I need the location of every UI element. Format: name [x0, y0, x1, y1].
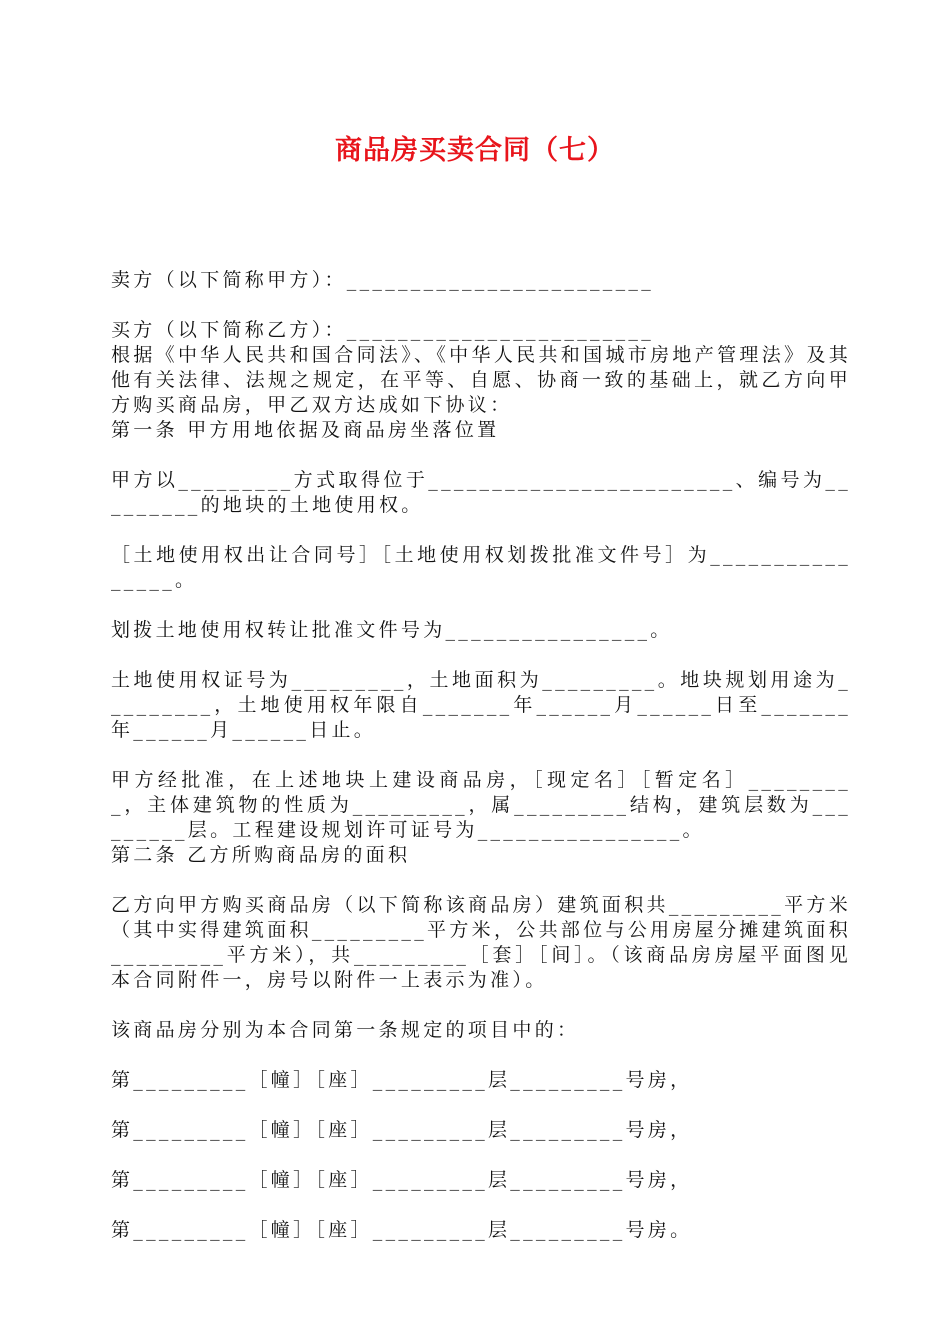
- blank-line: [111, 293, 851, 318]
- unit-line: 第_________［幢］［座］_________层_________号房，: [111, 1069, 693, 1091]
- article-1-heading: 第一条 甲方用地依据及商品房坐落位置: [111, 419, 500, 441]
- contract-body: [111, 268, 851, 1243]
- unit-line: 第_________［幢］［座］_________层_________号房，: [111, 1169, 693, 1191]
- blank-line: [111, 443, 851, 468]
- blank-line: [111, 868, 851, 893]
- blank-line: [111, 1043, 851, 1068]
- land-acquisition-paragraph: 甲方以_________方式取得位于________________________、编号为_________的地块的土地使用权。: [111, 469, 851, 516]
- blank-line: [111, 993, 851, 1018]
- blank-line: [111, 518, 851, 543]
- project-units-intro: 该商品房分别为本合同第一条规定的项目中的：: [111, 1019, 580, 1041]
- unit-line: 第_________［幢］［座］_________层_________号房。: [111, 1219, 693, 1241]
- land-certificate-paragraph: 土地使用权证号为_________，土地面积为_________。地块规划用途为_________，土地使用权年限自_______年______月______日至_______年______月______日止。: [111, 669, 851, 741]
- land-contract-number-paragraph: ［土地使用权出让合同号］［土地使用权划拨批准文件号］为________________。: [111, 544, 851, 591]
- building-approval-paragraph: 甲方经批准，在上述地块上建设商品房，［现定名］［暂定名］_________，主体建筑物的性质为_________，属_________结构，建筑层数为_________层。工程建设规划许可证号为________________。: [111, 769, 851, 841]
- blank-line: [111, 1193, 851, 1218]
- article-2-heading: 第二条 乙方所购商品房的面积: [111, 844, 411, 866]
- seller-line: 卖方（以下简称甲方）：________________________: [111, 269, 655, 291]
- area-paragraph: 乙方向甲方购买商品房（以下简称该商品房）建筑面积共_________平方米（其中实得建筑面积_________平方米，公共部位与公用房屋分摊建筑面积_________平方米），共_________［套］［间］。（该商品房房屋平面图见本合同附件一，房号以附件一上表示为准）。: [111, 894, 851, 991]
- blank-line: [111, 643, 851, 668]
- blank-line: [111, 1093, 851, 1118]
- unit-line: 第_________［幢］［座］_________层_________号房，: [111, 1119, 693, 1141]
- blank-line: [111, 1143, 851, 1168]
- buyer-line: 买方（以下简称乙方）：________________________: [111, 319, 655, 341]
- blank-line: [111, 593, 851, 618]
- blank-line: [111, 743, 851, 768]
- transfer-approval-paragraph: 划拨土地使用权转让批准文件号为________________。: [111, 619, 673, 641]
- document-title: 商品房买卖合同（七）: [335, 135, 615, 166]
- preamble-paragraph: 根据《中华人民共和国合同法》、《中华人民共和国城市房地产管理法》及其他有关法律、法规之规定，在平等、自愿、协商一致的基础上，就乙方向甲方购买商品房，甲乙双方达成如下协议：: [111, 344, 851, 416]
